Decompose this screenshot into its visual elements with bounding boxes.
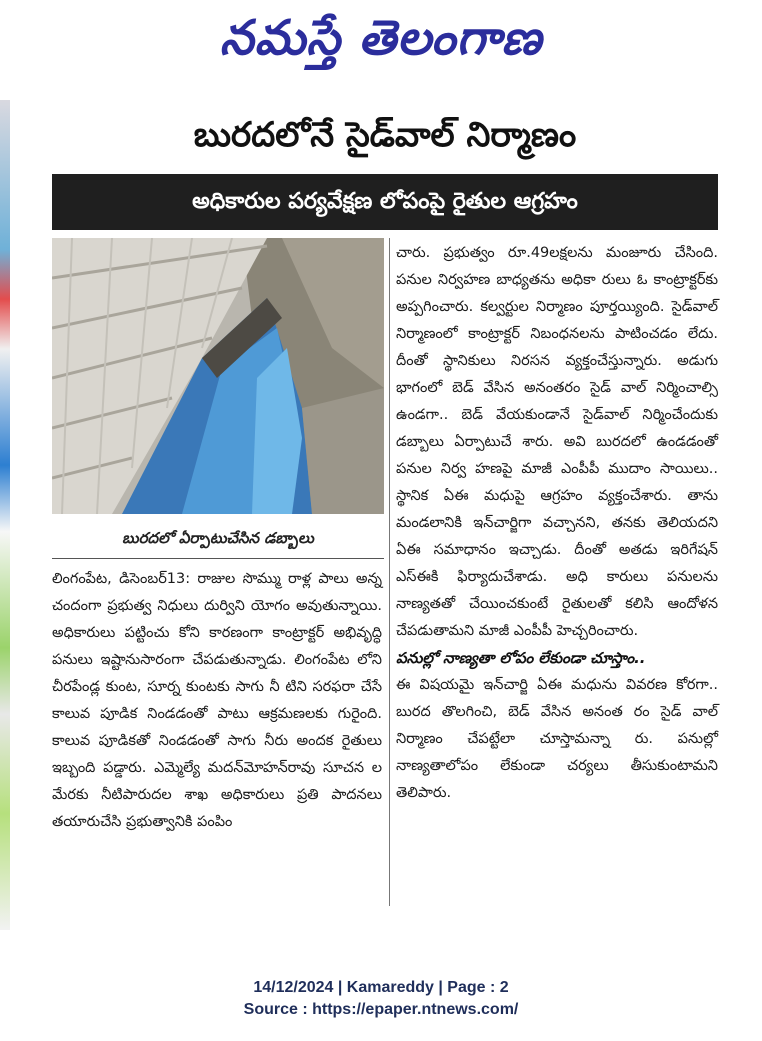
footer-date-edition: 14/12/2024 | Kamareddy | Page : 2 (253, 979, 509, 996)
article-subheading: పనుల్లో నాణ్యతా లోపం లేకుండా చూస్తాం.. (396, 649, 646, 667)
newspaper-logo: నమస్తే తెలంగాణ (219, 10, 543, 66)
article-subheadline: అధికారుల పర్యవేక్షణ లోపంపై రైతుల ఆగ్రహం (52, 174, 718, 230)
photo-caption: బురదలో ఏర్పాటుచేసిన డబ్బాలు (52, 518, 384, 559)
column-divider (389, 238, 390, 906)
article-headline: బురదలోనే సైడ్‌వాల్ నిర్మాణం (193, 115, 577, 155)
article-body-column-right (396, 240, 718, 910)
adjacent-page-edge (0, 100, 10, 930)
masthead (0, 0, 762, 80)
article-paragraph: లింగంపేట, డిసెంబర్13: రాజుల సొమ్ము రాళ్ల పాలు అన్న చందంగా ప్రభుత్వ నిధులు దుర్విని యోగం అవుతున్నాయి. అధికారులు పట్టించు కోని కారణంగా కాంట్రాక్టర్ అభివృద్ధి పనులు ఇష్టానుసారంగా చేపడుతున్నాడు. లింగంపేట లోని చీరపేండ్ల కుంట, సూర్న కుంటకు సాగు నీ టిని సరఫరా చేసే కాలువ పూడిక నిండడంతో పాటు ఆక్రమణలకు గురైంది. కాలువ పూడికతో నిండడంతో సాగు నీరు అందక రైతులు ఇబ్బంది పడ్డారు. ఎమ్మెల్యే మదన్‌మోహన్‌రావు సూచన ల మేరకు నీటిపారుదల శాఖ అధికారులు ప్రతి పాదనలు తయారుచేసి ప్రభుత్వానికి పంపిం (52, 571, 382, 830)
footer-source: Source : https://epaper.ntnews.com/ (243, 1001, 519, 1018)
article-paragraph: ఈ విషయమై ఇన్‌చార్జి ఏఈ మధును వివరణ కోరగా.. బురద తొలగించి, బెడ్ వేసిన అనంత రం సైడ్ వాల్ నిర్మాణం చేపట్టేలా చూస్తామన్నా రు. పనుల్లో నాణ్యతాలోపం లేకుండా చర్యలు తీసుకుంటామని తెలిపారు. (396, 677, 718, 801)
article-photo (52, 238, 384, 514)
article-paragraph: చారు. ప్రభుత్వం రూ.49లక్షలను మంజూరు చేసింది. పనుల నిర్వహణ బాధ్యతను అధికా రులు ఓ కాంట్రాక్టర్‌కు అప్పగించారు. కల్వర్టుల నిర్మాణం పూర్తయ్యింది. సైడ్‌వాల్ నిర్మాణంలో కాంట్రాక్టర్ నిబంధనలను పాటించడం లేదు. దీంతో స్థానికులు నిరసన వ్యక్తంచేస్తున్నారు. అడుగు భాగంలో బెడ్ వేసిన అనంతరం సైడ్ వాల్ నిర్మించాల్సి ఉండగా.. బెడ్ వేయకుండానే సైడ్‌వాల్ నిర్మించేందుకు డబ్బాలు ఏర్పాటుచే శారు. అవి బురదలో ఉండడంతో పనుల నిర్వ హణపై మాజీ ఎంపీపీ ముదాం సాయిలు.. స్థానిక ఏఈ మధుపై ఆగ్రహం వ్యక్తంచేశారు. తాను మండలానికి ఇన్‌చార్జిగా వచ్చానని, తనకు తెలియదని ఏఈ సమాధానం ఇచ్చాడు. దీంతో అతడు ఇరిగేషన్ ఎస్ఈకి ఫిర్యాదుచేశాడు. అధి కారులు పనులను నాణ్యతతో చేయించకుంటే రైతులతో కలిసి ఆందోళన చేపడుతామని మాజీ ఎంపీపీ హెచ్చరించారు. (396, 245, 718, 639)
article-body-column-left (52, 566, 382, 906)
